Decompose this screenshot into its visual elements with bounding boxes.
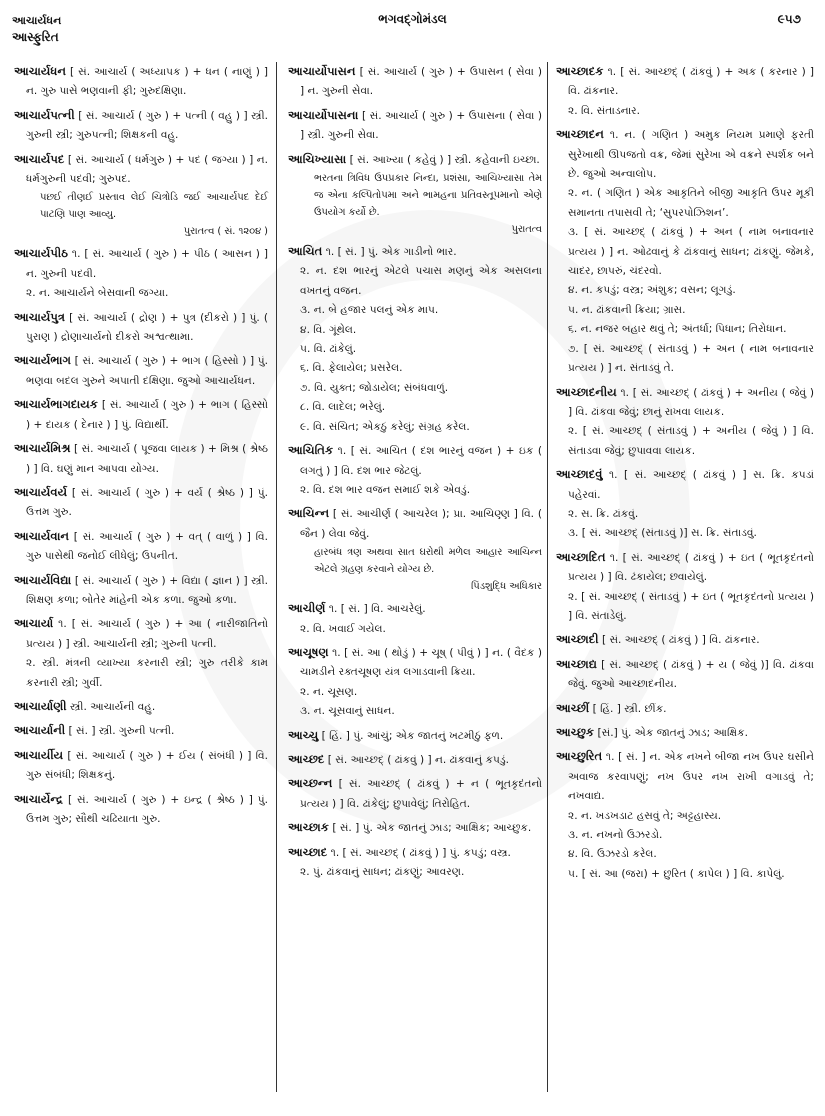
- dictionary-entry: [14, 106, 268, 146]
- entry-main: [556, 62, 814, 102]
- entry-main: [556, 548, 814, 588]
- entry-main: [14, 697, 268, 717]
- sense: ૩. [ સં. આચ્છદ્ ( ઢાંકવું ) + અન ( નામ બનાવનાર પ્રત્યય ) ] ન. ઓઢવાનું કે ઢાંકવાનું સાધન; ઢાંકણું. જેમકે, ચાદર, છાપરું, ચંદરવો.: [568, 226, 814, 278]
- entry-main: [288, 150, 542, 170]
- definition: [ સં. આચાર્ય ( ધર્મગુરુ ) + પદ ( જગ્યા ) ] ન. ધર્મગુરુની પદવી; ગુરુપદ.: [26, 153, 268, 186]
- entry-main: [288, 643, 542, 683]
- entry-main: [14, 62, 268, 102]
- entry-main: [14, 308, 268, 348]
- dictionary-entry: [14, 439, 268, 479]
- definition: ૧. [ સં. આચાર્ય ( ગુરુ ) + પીઠ ( આસન ) ] ન. ગુરુની પદવી.: [26, 248, 268, 280]
- headword: આચૂષણ: [288, 644, 329, 659]
- entry-main: [556, 747, 814, 806]
- page-number: ૯૫૭: [777, 12, 801, 26]
- headword: આચાર્યવાન: [14, 528, 70, 543]
- definition: [ સં. આચાર્ય ( ગુરુ ) + વર્ય ( શ્રેષ્ઠ ) ] પું. ઉત્તમ ગુરુ.: [26, 486, 268, 519]
- definition: ૧. [ સં. આચ્છદ્ ( ઢાંકવું ) + અનીય ( જેવું ) ] વિ. ઢાંકવા જેવું; છાનું રાખવા લાયક.: [568, 386, 814, 418]
- entry-main: [288, 750, 542, 770]
- definition: ૧. [ સં. આચાર્ય ( ગુરુ ) + આ ( નારીજાતિનો પ્રત્યય ) ] સ્ત્રી. આચાર્યની સ્ત્રી; ગુરુની પત્ની.: [26, 618, 268, 650]
- entry-main: [288, 242, 542, 262]
- entry-main: [14, 721, 268, 741]
- dictionary-entry: [556, 630, 814, 650]
- column-3: [556, 62, 814, 1096]
- definition: ૧. [ સં. આચ્છદ્ ( ઢાંકવું ) ] સ. ક્રિ. કપડાં પહેરવાં.: [568, 469, 814, 501]
- column-2: [288, 62, 542, 1096]
- headword: આચિત: [288, 244, 323, 259]
- definition: [ હિં. ] સ્ત્રી. છીંક.: [592, 702, 667, 715]
- dictionary-entry: [288, 643, 542, 722]
- definition: ૧. [ સં. આચ્છદ્ ( ઢાંકવું ) + ઇત ( ભૂતકૃદંતનો પ્રત્યય ) ] વિ. ઢંકાયેલ; છવાયેલું.: [568, 551, 814, 584]
- citation-quote: ભરતના ત્રિવિધ ઉપપ્રકાર નિન્દા, પ્રશંસા, આચિખ્યાસા તેમ જ એના કલ્પિતોપમા અને ભામહના પ્રતિવસ્તૂપમાનો એણે ઉપયોગ કર્યો છે.: [314, 173, 542, 219]
- sense: ૬. ન. નજર બહાર થવું તે; અંતર્ધા; પિધાન; તિરોધાન.: [568, 323, 787, 336]
- dictionary-entry: [14, 571, 268, 611]
- dictionary-entry: [288, 774, 542, 814]
- dictionary-entry: [288, 106, 542, 146]
- headword: આચાર્યવિદ્યા: [14, 572, 72, 587]
- sense: ૨. ન. આચાર્યને બેસવાની જગ્યા.: [26, 287, 169, 300]
- citation-source: પુરાતત્વ: [511, 224, 542, 236]
- headword: આચાર્યપદ: [14, 151, 65, 166]
- page-header: [0, 0, 825, 44]
- headword: આચિતિક: [288, 443, 334, 458]
- entry-main: [14, 106, 268, 146]
- entry-main: [14, 439, 268, 479]
- headword: આચાર્યધન: [14, 64, 66, 78]
- definition: [ સં. આચાર્ય ( ગુરુ ) + ઇન્દ્ર ( શ્રેષ્ઠ ) ] પું. ઉત્તમ ગુરુ; સૌથી ચઢિયાતા ગુરુ.: [26, 793, 269, 825]
- sense: ૨. સ્ત્રી. મંત્રની વ્યાખ્યા કરનારી સ્ત્રી; ગુરુ તરીકે કામ કરનારી સ્ત્રી; ગુર્વી.: [26, 657, 268, 689]
- dictionary-entry: [288, 441, 542, 500]
- headword: આચ્છુરિત: [556, 749, 603, 764]
- sense: ૪. વિ. ઉઝરડો કરેલ.: [568, 848, 657, 861]
- dictionary-entry: [556, 747, 814, 884]
- definition: ૧. [ સં. આ ( થોડું ) + ચૂષ્ ( પીવું ) ] ન. ( વૈદક ) ચામડીને રક્તચૂષણ યંત્ર લગાડવાની ક્રિયા.: [300, 646, 542, 679]
- entry-main: [556, 465, 814, 505]
- definition: [ હિં. ] પું. આંચું; એક જાતનું ખટમીઠું ફળ.: [321, 729, 504, 742]
- definition: ૧. [ સં. આચ્છદ્ ( ઢાંકવું ) ] પું. કપડું; વસ્ત્ર.: [330, 846, 511, 859]
- headword: આચ્છાક: [288, 820, 329, 835]
- dictionary-entry: [14, 790, 268, 830]
- sense: ૨. વિ. સંતાડનાર.: [568, 104, 641, 117]
- dictionary-entry: [288, 62, 542, 102]
- header-range-end: આસ્ફુરિત: [12, 30, 59, 44]
- entry-main: [288, 106, 542, 146]
- citation-source: પિંડશુદ્ધિ અધિકાર: [471, 581, 542, 593]
- sense: ૯. વિ. સંચિત; એકઠું કરેલું; સંગ્રહ કરેલ.: [300, 420, 470, 433]
- definition: ૧. ન. ( ગણિત ) અમુક નિયમ પ્રમાણે ફરતી સુરેખાથી ઊપજતો વક્ર, જેમાં સુરેખા એ વક્રને સ્પર્શક બને છે. જુઓ અન્વાલોપ.: [568, 129, 814, 181]
- entry-main: [14, 614, 268, 654]
- sense: ૩. [ સં. આચ્છદ્ (સંતાડવું )] સ. ક્રિ. સંતાડવું.: [568, 527, 757, 540]
- dictionary-entry: [14, 351, 268, 391]
- sense: ૩. ન. બે હજાર પલનું એક માપ.: [300, 304, 439, 317]
- entry-main: [14, 746, 268, 786]
- headword: આચ્છદ: [288, 751, 325, 766]
- definition: ૧. [ સં. આચ્છદ્ ( ઢાંકવું ) + અક ( કરનાર ) ] વિ. ઢાંકનાર.: [568, 66, 814, 98]
- sense: ૫. ન. ઢાંકવાની ક્રિયા; ગ્રાસ.: [568, 303, 686, 316]
- definition: [ સં. આચાર્ય ( ગુરુ ) + ઈય ( સંબંધી ) ] વિ. ગુરુ સંબંધી; શિક્ષકનું.: [26, 749, 268, 782]
- dictionary-entry: [288, 504, 542, 595]
- entry-main: [288, 62, 542, 102]
- citation-quote: પછઈ તીણઈ પ્રસ્તાવ લેઈ ચિત્રોડિ જઈ આચાર્યપદ દેઈ પાટણિ પાણ આવ્યુ.: [40, 192, 268, 221]
- sense: ૪. ન. કપડું; વસ્ત્ર; અંશુક; વસન; લૂગડું.: [568, 284, 736, 297]
- entry-main: [556, 383, 814, 423]
- dictionary-entry: [14, 527, 268, 567]
- dictionary-entry: [556, 125, 814, 378]
- headword: આચાર્યપત્ની: [14, 107, 75, 122]
- definition: સ્ત્રી. આચાર્યની વહુ.: [70, 700, 156, 713]
- definition: [ સં. આચાર્ય ( ગુરુ ) + વિદ્યા ( જ્ઞાન ) ] સ્ત્રી. શિક્ષણ કળા; બોતેર માંહેની એક કળા. જુઓ કળા.: [26, 574, 268, 606]
- entry-main: [556, 699, 814, 719]
- definition: [ સં. આચાર્ય ( ગુરુ ) + ઉપાસના ( સેવા ) ] સ્ત્રી. ગુરુની સેવા.: [300, 109, 542, 142]
- dictionary-entry: [288, 843, 542, 883]
- entry-main: [288, 843, 542, 863]
- dictionary-entry: [14, 483, 268, 523]
- headword: આચ્છુક: [556, 725, 595, 739]
- headword: આચાર્યાણી: [14, 698, 67, 713]
- entry-main: [14, 483, 268, 523]
- definition: ૧. [ સં. ] ન. એક નખને બીજા નખ ઉપર ઘસીને અવાજ કરવાપણું; નખ ઉપર નખ રાખી વગાડવું તે; નખવાદ્ય.: [568, 751, 814, 803]
- headword: આચ્છાદનીય: [556, 384, 617, 399]
- definition: [ સં. આચાર્ય ( પૂજવા લાયક ) + મિશ્ર ( શ્રેષ્ઠ ) ] વિ. ઘણું માન આપવા યોગ્ય.: [26, 443, 269, 475]
- sense: ૨. વિ. દશ ભાર વજન સમાઈ શકે એવડું.: [300, 483, 471, 496]
- definition: [ સં. આચીર્ણ ( આચરેલ ); પ્રા. આચિણ્ણ ] વિ. ( જૈન ) લેવા જેવું.: [300, 508, 542, 540]
- dictionary-entry: [14, 746, 268, 786]
- headword: આચાર્યા: [14, 616, 54, 631]
- entry-main: [288, 504, 542, 544]
- definition: [ સં. આચાર્ય ( ગુરુ ) + ભાગ ( હિસ્સો ) ] પું. ભણવા બદલ ગુરુને અપાતી દક્ષિણા. જુઓ આચાર્યધન.: [26, 355, 268, 387]
- sense: ૬. વિ. ફેલાયેલ; પ્રસરેલ.: [300, 362, 403, 375]
- entry-main: [14, 244, 268, 284]
- definition: [ સં. આચાર્ય ( અધ્યાપક ) + ધન ( નાણું ) ] ન. ગુરુ પાસે ભણવાની ફી; ગુરુદક્ષિણા.: [26, 66, 269, 98]
- entry-main: [14, 351, 268, 391]
- dictionary-entry: [14, 150, 268, 241]
- headword: આચ્છાદિત: [556, 549, 606, 564]
- dictionary-entry: [14, 62, 268, 102]
- definition: [ સં. આચ્છદ્ ( ઢાંકવું ) ] ન. ઢાંકવાનું કપડું.: [327, 753, 509, 766]
- headword: આચાર્યોપાસન: [288, 64, 356, 78]
- headword: આચ્છાદ્ય: [556, 656, 597, 671]
- headword: આચ્ચુ: [288, 727, 319, 742]
- entry-main: [556, 630, 814, 650]
- headword: આચાર્યેન્દ્ર: [14, 791, 64, 806]
- headword: આચાર્યોપાસના: [288, 107, 359, 122]
- sense: ૫. વિ. ઢાંકેલું.: [300, 343, 357, 356]
- entry-main: [288, 599, 542, 619]
- dictionary-entry: [288, 242, 542, 437]
- dictionary-entry: [14, 395, 268, 435]
- headword: આચ્છાદવું: [556, 467, 603, 482]
- headword: આચાર્યમિશ્ર: [14, 441, 71, 456]
- headword: આચીર્ણ: [288, 601, 326, 616]
- definition: [ સં. ] સ્ત્રી. ગુરુની પત્ની.: [68, 725, 175, 738]
- headword: આચ્છાદી: [556, 632, 599, 647]
- headword: આચ્છાદક: [556, 64, 604, 78]
- dictionary-entry: [556, 723, 814, 743]
- headword: આચિખ્યાસા: [288, 151, 347, 166]
- definition: [ સં. આચાર્ય ( દ્રોણ ) + પુત્ર (દીકરો ) ] પું. ( પુરાણ ) દ્રોણાચાર્યનો દીકરો અશ્વત્થામા.: [26, 311, 268, 344]
- entry-main: [14, 790, 268, 830]
- sense: ૨. ન. દશ ભારનું એટલે પચાસ મણનું એક અસલના વખતનું વજન.: [300, 265, 542, 297]
- sense: ૪. વિ. ગૂંથેલ.: [300, 323, 357, 336]
- sense: ૨. સ. ક્રિ. ઢાંકવું.: [568, 507, 639, 520]
- headword: આચાર્યભાગ: [14, 353, 71, 368]
- sense: ૨. [ સં. આચ્છદ્ ( સંતાડવું ) + અનીય ( જેવું ) ] વિ. સંતાડવા જેવું; છુપાવવા લાયક.: [568, 425, 814, 457]
- headword: આચાર્યપુત્ર: [14, 309, 66, 324]
- entry-main: [556, 125, 814, 184]
- sense: ૨. ન. ચૂસણ.: [300, 685, 358, 698]
- dictionary-entry: [14, 614, 268, 693]
- headword: આચ્છીં: [556, 700, 590, 715]
- entry-main: [288, 441, 542, 481]
- header-range-start: આચાર્યધન: [12, 14, 62, 27]
- column-divider: [276, 62, 277, 1092]
- sense: ૭. વિ. યુક્ત; જોડાયેલ; સંબંધવાળું.: [300, 381, 449, 394]
- entry-main: [556, 655, 814, 695]
- citation-source: પુરાતત્વ ( સં. ૧૨૦૪ ): [183, 226, 268, 238]
- definition: [ સં. આચાર્ય ( ગુરુ ) + ઉપાસન ( સેવા ) ] ન. ગુરુની સેવા.: [300, 66, 542, 98]
- headword: આચ્છાદ: [288, 844, 328, 859]
- definition: [ સં. આચાર્ય ( ગુરુ ) + વત્ ( વાળું ) ] વિ. ગુરુ પાસેથી જનોઈ લીધેલું; ઉપનીત.: [26, 530, 268, 563]
- entry-main: [14, 150, 268, 190]
- definition: [ સં. આખ્યા ( કહેવું ) ] સ્ત્રી. કહેવાની ઇચ્છા.: [349, 153, 540, 166]
- sense: ૨. [ સં. આચ્છદ્ ( સંતાડવું ) + ઇત ( ભૂતકૃદંતનો પ્રત્યય ) ] વિ. સંતાડેલું.: [568, 590, 814, 622]
- dictionary-entry: [556, 465, 814, 544]
- column-divider: [547, 62, 548, 1092]
- headword: આચિન્ન: [288, 506, 330, 521]
- dictionary-entry: [556, 62, 814, 121]
- headword: આચાર્યપીઠ: [14, 246, 68, 261]
- dictionary-entry: [288, 726, 542, 746]
- sense: ૭. [ સં. આચ્છદ્ ( સંતાડવું ) + અન ( નામ બનાવનાર પ્રત્યય ) ] ન. સંતાડવું તે.: [568, 342, 814, 375]
- entry-main: [14, 527, 268, 567]
- sense: ૩. ન. ચૂસવાનું સાધન.: [300, 705, 395, 718]
- dictionary-entry: [556, 699, 814, 719]
- dictionary-entry: [288, 750, 542, 770]
- headword: આચાર્યભાગદાયક: [14, 397, 98, 412]
- column-1: [14, 62, 268, 1096]
- dictionary-entry: [288, 599, 542, 639]
- definition: [ સં. આચ્છદ્ ( ઢાંકવું ) + ન ( ભૂતકૃદંતનો પ્રત્યય ) ] વિ. ઢાંકેલું; છુપાવેલું; તિરોહિત.: [300, 778, 542, 810]
- headword: આચાર્યાની: [14, 723, 66, 738]
- entry-main: [14, 571, 268, 611]
- dictionary-entry: [14, 244, 268, 303]
- headword: આચ્છાદન: [556, 127, 604, 142]
- headword: આચ્છન્ન: [288, 776, 333, 791]
- dictionary-entry: [288, 150, 542, 238]
- sense: ૨. વિ. ખવાઈ ગયેલ.: [300, 622, 386, 635]
- definition: [ સં. ] પું. એક જાતનું ઝાડ; આક્ષિક; આચ્છુક.: [332, 822, 532, 835]
- definition: ૧. [ સં. ] વિ. આચરેલું.: [328, 603, 426, 616]
- dictionary-entry: [556, 548, 814, 627]
- citation-quote: હારબંધ ત્રણ અથવા સાત ઘરોથી મળેલ આહાર આચિન્ન એટલે ગ્રહણ કરવાને યોગ્ય છે.: [314, 547, 542, 576]
- entry-main: [14, 395, 268, 435]
- definition: ૧. [ સં. આચિત ( દશ ભારનું વજન ) + ઇક ( લગતું ) ] વિ. દશ ભાર જેટલું.: [300, 445, 542, 477]
- definition: [ સં. આચાર્ય ( ગુરુ ) + પત્ની ( વહુ ) ] સ્ત્રી. ગુરુની સ્ત્રી; ગુરુપત્ની; શિક્ષકની વહુ.: [26, 109, 268, 142]
- entry-main: [556, 723, 814, 743]
- dictionary-entry: [14, 721, 268, 741]
- dictionary-entry: [556, 655, 814, 695]
- definition: [ સં. આચ્છદ્ ( ઢાંકવું ) ] વિ. ઢાંકનાર.: [601, 634, 760, 647]
- header-title: ભગવદ્ગોમંડલ: [378, 12, 447, 26]
- entry-main: [288, 726, 542, 746]
- sense: ૫. [ સં. આ (જરા) + છુરિત ( કાપેલ ) ] વિ. કાપેલું.: [568, 867, 785, 880]
- definition: [ સં. આચાર્ય ( ગુરુ ) + ભાગ ( હિસ્સો ) + દાયક ( દેનાર ) ] પું. વિદ્યાર્થી.: [26, 399, 269, 431]
- headword: આચાર્યીય: [14, 747, 64, 762]
- entry-main: [288, 818, 542, 838]
- headword: આચાર્યવર્ય: [14, 484, 68, 499]
- sense: ૨. પું. ઢાંકવાનું સાધન; ઢાંકણું; આવરણ.: [300, 866, 465, 878]
- dictionary-entry: [288, 818, 542, 838]
- sense: ૮. વિ. લાદેલ; ભરેલું.: [300, 401, 386, 414]
- sense: ૩. ન. નખનો ઉઝરડો.: [568, 829, 663, 842]
- dictionary-entry: [556, 383, 814, 462]
- definition: [સં.] પું. એક જાતનું ઝાડ; આક્ષિક.: [597, 727, 748, 739]
- definition: ૧. [ સં. ] પું. એક ગાડીનો ભાર.: [325, 246, 457, 259]
- definition: [ સં. આચ્છદ્ ( ઢાંકવું ) + ય ( જેવું )] વિ. ઢાંકવા જેવું. જુઓ આચ્છાદનીય.: [568, 658, 814, 691]
- dictionary-entry: [14, 697, 268, 717]
- dictionary-entry: [14, 308, 268, 348]
- entry-main: [288, 774, 542, 814]
- sense: ૨. ન. ( ગણિત ) એક આકૃતિને બીજી આકૃતિ ઉપર મૂકી સમાનતા તપાસવી તે; ‘સુપરપોઝિશન’.: [568, 187, 814, 219]
- sense: ૨. ન. ખડખડાટ હસવું તે; અટ્ટહાસ્ય.: [568, 809, 722, 822]
